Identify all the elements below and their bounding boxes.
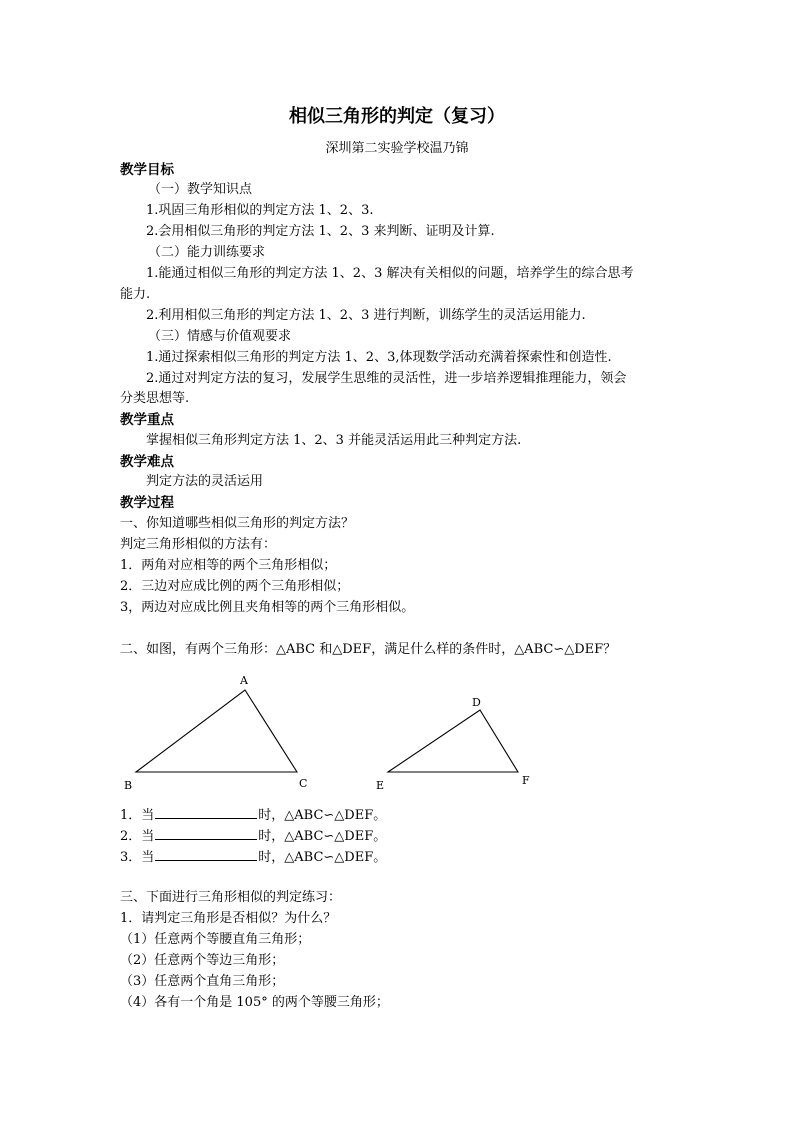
method-2: 2．三边对应成比例的两个三角形相似；	[120, 579, 350, 594]
triangle-def-outline	[388, 710, 518, 772]
document-title: 相似三角形的判定（复习）	[289, 106, 505, 127]
vertex-label-b: B	[124, 779, 133, 792]
question-3-1: 1．请判定三角形是否相似？为什么？	[120, 911, 337, 926]
fill-in-2-prefix: 2．当	[120, 829, 155, 844]
ability-item-1-cont: 能力.	[120, 287, 151, 302]
question-2: 二、如图，有两个三角形：△ABC 和△DEF，满足什么样的条件时，△ABC∽△DEF？	[120, 642, 617, 657]
key-point-heading: 教学重点	[120, 412, 174, 428]
question-3: 三、下面进行三角形相似的判定练习：	[120, 890, 342, 905]
fill-in-2-suffix: 时，△ABC∽△DEF。	[258, 829, 387, 844]
methods-intro: 判定三角形相似的方法有：	[120, 537, 277, 552]
emotion-item-2-cont: 分类思想等.	[120, 391, 190, 406]
fill-in-3	[120, 846, 386, 868]
vertex-label-d: D	[472, 696, 481, 709]
emotion-item-2: 2.通过对判定方法的复习，发展学生思维的灵活性，进一步培养逻辑推理能力，领会	[146, 371, 627, 386]
vertex-label-a: A	[240, 674, 248, 687]
fill-in-1-blank[interactable]	[155, 804, 257, 819]
fill-in-2-blank[interactable]	[155, 825, 257, 840]
triangle-abc-outline	[136, 690, 297, 772]
knowledge-item-1: 1.巩固三角形相似的判定方法 1、2、3.	[146, 203, 374, 218]
ability-item-2: 2.利用相似三角形的判定方法 1、2、3 进行判断，训练学生的灵活运用能力.	[146, 308, 586, 323]
exercise-item-3: （3）任意两个直角三角形；	[120, 974, 285, 989]
triangle-abc	[124, 674, 307, 792]
triangle-def	[376, 696, 530, 792]
exercise-item-2: （2）任意两个等边三角形；	[120, 953, 285, 968]
key-point-text: 掌握相似三角形判定方法 1、2、3 并能灵活运用此三种判定方法.	[146, 433, 522, 448]
fill-in-2	[120, 825, 386, 847]
exercise-item-1: （1）任意两个等腰直角三角形；	[120, 932, 311, 947]
question-1: 一、你知道哪些相似三角形的判定方法？	[120, 516, 355, 531]
emotion-heading: （三）情感与价值观要求	[148, 329, 292, 344]
fill-in-3-prefix: 3．当	[120, 850, 155, 865]
method-1: 1．两角对应相等的两个三角形相似；	[120, 558, 337, 573]
process-heading: 教学过程	[120, 495, 174, 511]
objectives-heading: 教学目标	[120, 162, 174, 178]
vertex-label-c: C	[299, 777, 308, 790]
fill-in-1-suffix: 时，△ABC∽△DEF。	[258, 808, 387, 823]
fill-in-1	[120, 804, 386, 826]
difficulty-text: 判定方法的灵活运用	[146, 474, 264, 489]
knowledge-heading: （一）教学知识点	[148, 182, 253, 197]
author-line: 深圳第二实验学校温乃锦	[325, 141, 469, 156]
ability-item-1: 1.能通过相似三角形的判定方法 1、2、3 解决有关相似的问题，培养学生的综合思考	[146, 266, 634, 281]
fill-in-3-blank[interactable]	[155, 846, 257, 861]
knowledge-item-2: 2.会用相似三角形的判定方法 1、2、3 来判断、证明及计算.	[146, 224, 495, 239]
ability-heading: （二）能力训练要求	[148, 245, 266, 260]
difficulty-heading: 教学难点	[120, 454, 174, 470]
method-3: 3，两边对应成比例且夹角相等的两个三角形相似。	[120, 600, 415, 615]
vertex-label-e: E	[376, 779, 385, 792]
emotion-item-1: 1.通过探索相似三角形的判定方法 1、2、3,体现数学活动充满着探索性和创造性.	[146, 350, 612, 365]
vertex-label-f: F	[522, 774, 530, 787]
exercise-item-4: （4）各有一个角是 105° 的两个等腰三角形；	[120, 995, 389, 1010]
fill-in-1-prefix: 1．当	[120, 808, 155, 823]
fill-in-3-suffix: 时，△ABC∽△DEF。	[258, 850, 387, 865]
